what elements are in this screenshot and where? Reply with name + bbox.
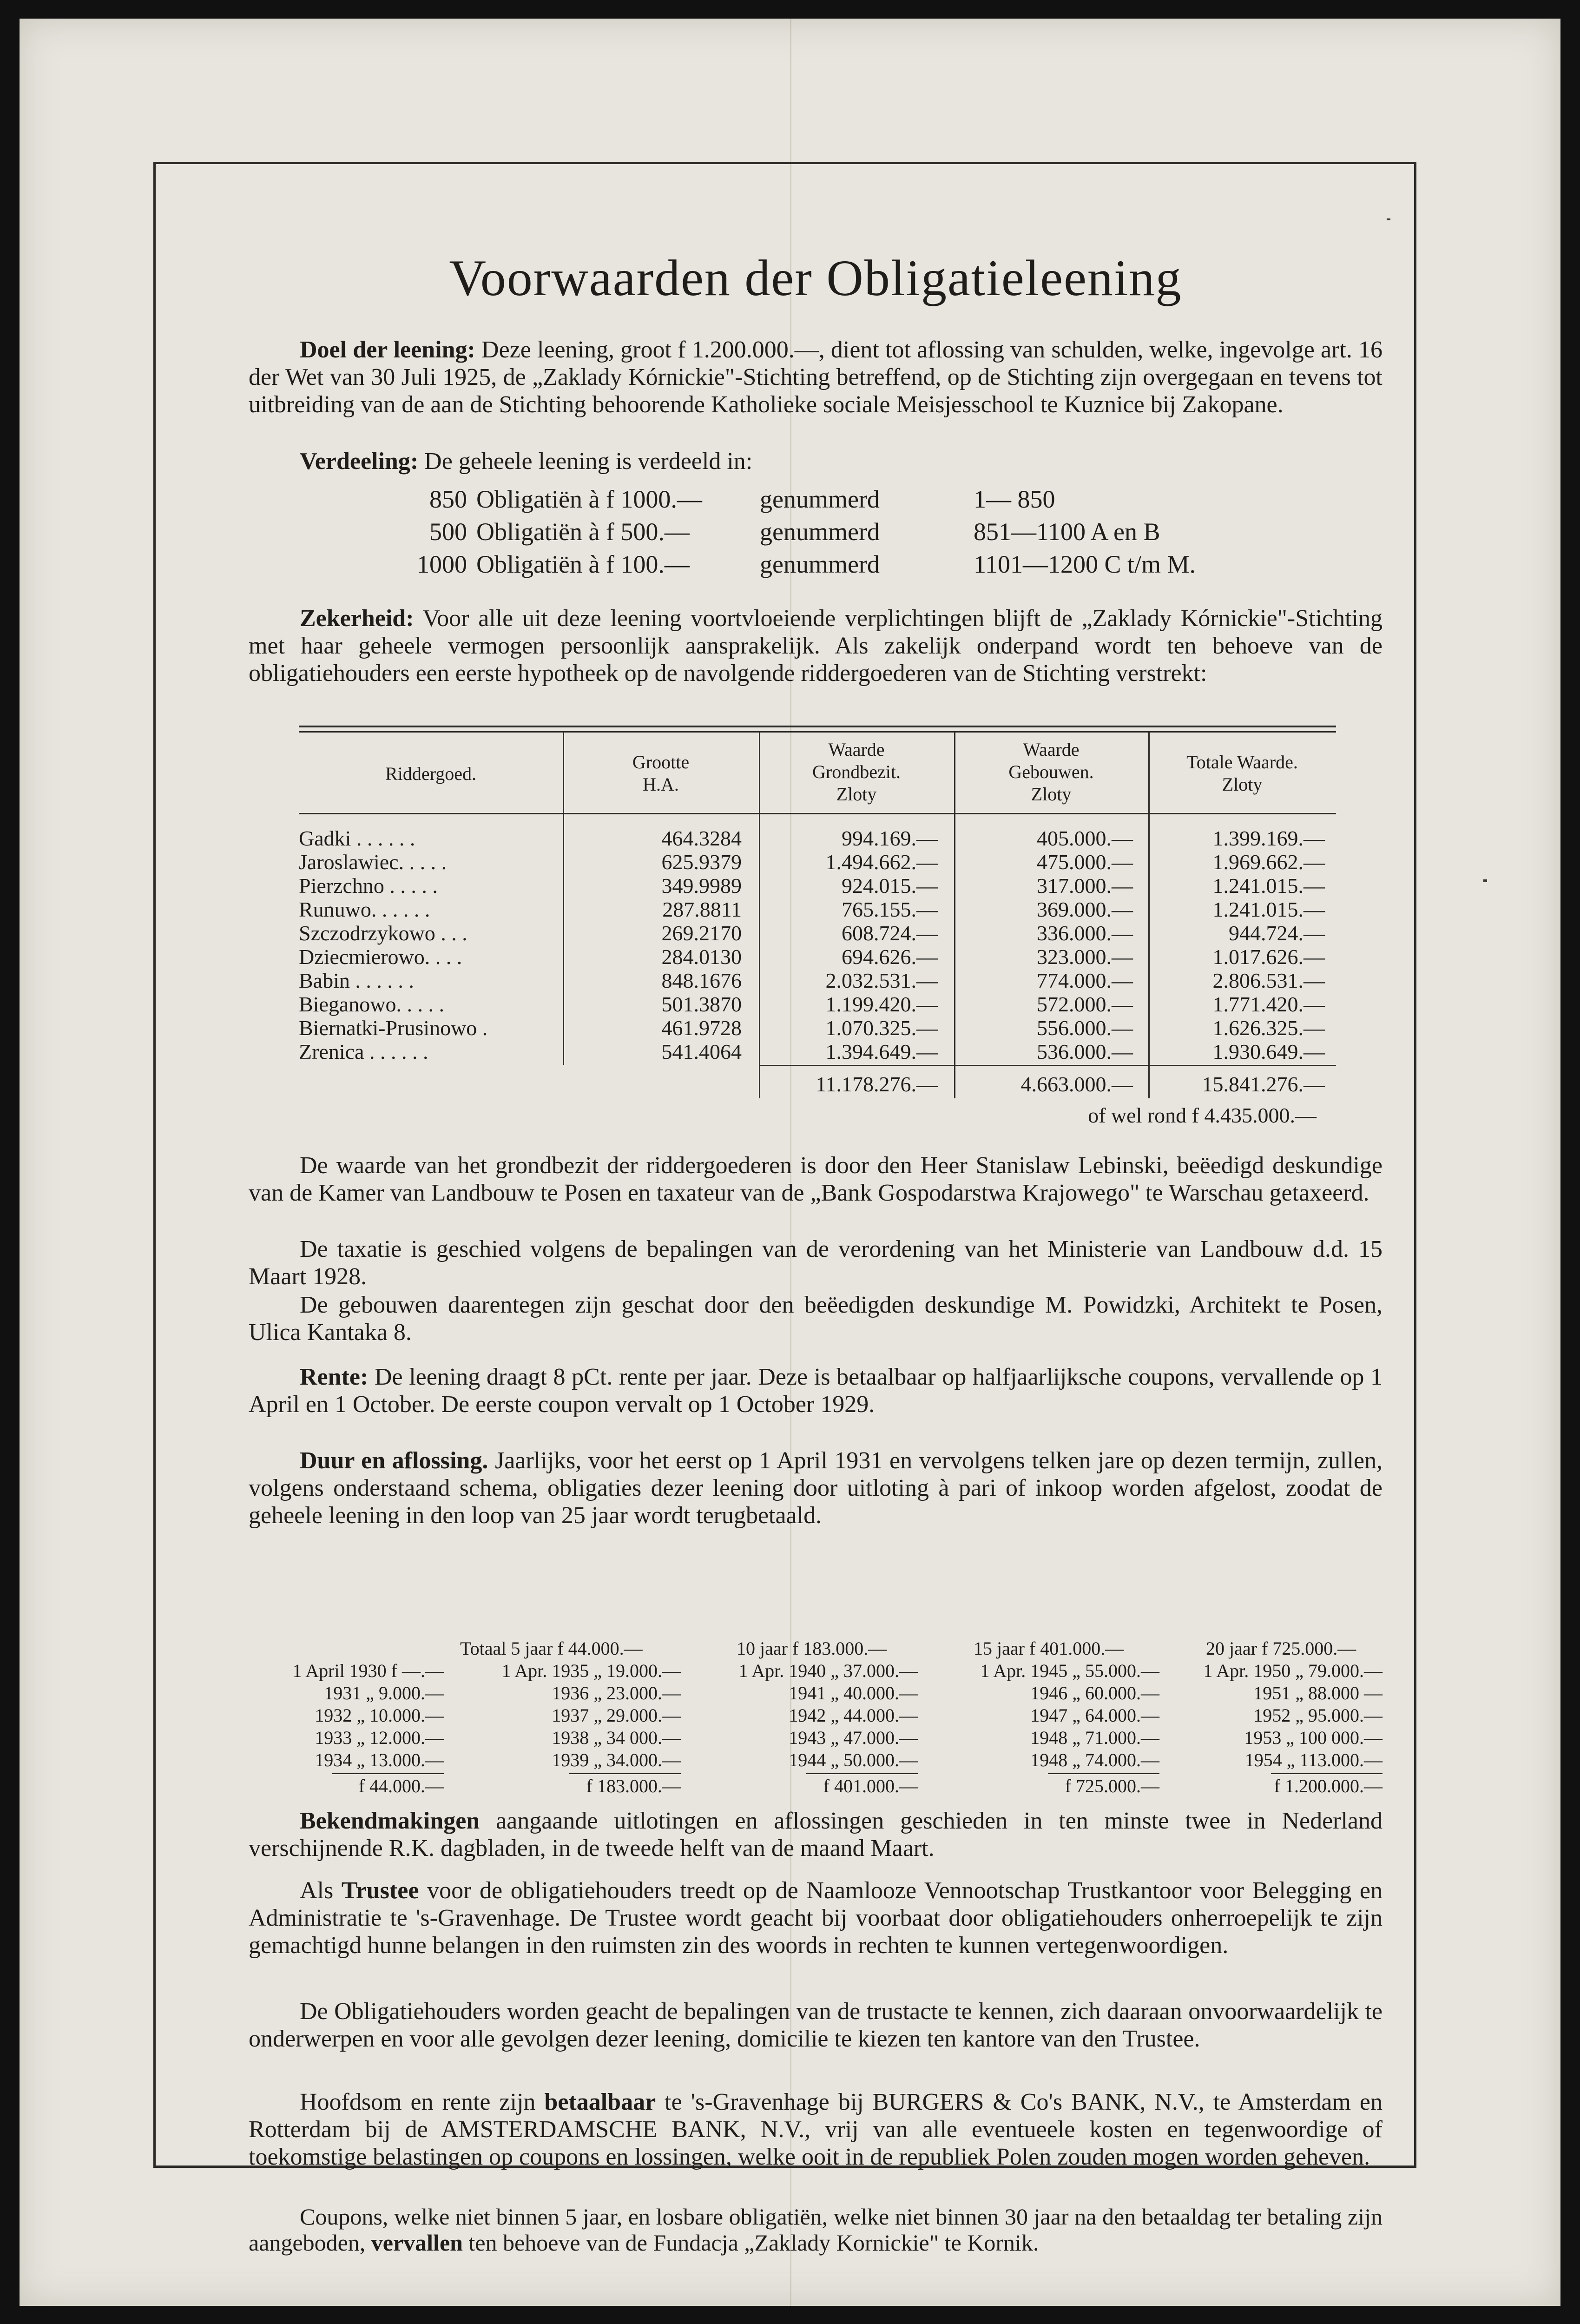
table-cell-build: 556.000.—: [1037, 1016, 1133, 1040]
table-cell-name: Pierzchno . . . . .: [299, 874, 438, 898]
table-cell-build: 536.000.—: [1037, 1040, 1133, 1063]
table-cell-ground: 1.070.325.—: [825, 1016, 938, 1040]
table-cell-ground: 2.032.531.—: [825, 969, 938, 992]
schedule-total: f 725.000.—: [1065, 1776, 1159, 1796]
header-riddergoed: Riddergoed.: [385, 763, 476, 784]
obligatiehouders-paragraph: De Obligatiehouders worden geacht de bepalingen van de trustacte te kennen, zich daaraan onvoorwaardelijk te onderwerpen en voor alle gevolgen dezer leening, domicilie te kiezen ten kantore van den Trustee.: [249, 1998, 1382, 2052]
table-cell-name: Babin . . . . . .: [299, 969, 414, 992]
table-cell-build: 317.000.—: [1037, 874, 1133, 898]
table-cell-build: 405.000.—: [1037, 826, 1133, 850]
rente-label: Rente:: [300, 1364, 369, 1390]
verdeeling-text: De geheele leening is verdeeld in:: [424, 448, 753, 475]
schedule-line: 1933 „ 12.000.—: [315, 1727, 444, 1748]
schedule-header: Totaal 5 jaar f 44.000.—: [460, 1638, 643, 1659]
table-cell-ground: 608.724.—: [842, 921, 938, 945]
schedule-header: 20 jaar f 725.000.—: [1206, 1638, 1356, 1659]
table-cell-total: 1.969.662.—: [1212, 850, 1325, 874]
schedule-line: 1938 „ 34 000.—: [552, 1727, 681, 1748]
schedule-header: 10 jaar f 183.000.—: [737, 1638, 887, 1659]
table-cell-build: 323.000.—: [1037, 945, 1133, 969]
table-cell-name: Szczodrzykowo . . .: [299, 921, 467, 945]
schedule-line: 1953 „ 100 000.—: [1244, 1727, 1382, 1748]
table-cell-name: Jaroslawiec. . . . .: [299, 850, 447, 874]
table-cell-build: 336.000.—: [1037, 921, 1133, 945]
table-top-rule: [299, 731, 1336, 733]
schedule-total: f 44.000.—: [358, 1776, 444, 1796]
verdeeling-label: Verdeeling:: [300, 448, 419, 475]
table-cell-total: 1.930.649.—: [1212, 1040, 1325, 1063]
table-cell-size: 349.9989: [661, 874, 742, 898]
schedule-line: 1931 „ 9.000.—: [324, 1683, 444, 1703]
header-grondbezit: Waarde Grondbezit. Zloty: [812, 739, 901, 805]
waarde-paragraph-2: De taxatie is geschied volgens de bepalingen van de verordening van het Ministerie van Landbouw d.d. 15 Maart 1928.: [249, 1236, 1382, 1290]
schedule-total: f 401.000.—: [823, 1776, 918, 1796]
waarde-paragraph-3: De gebouwen daarentegen zijn geschat door den beëedigden deskundige M. Powidzki, Architekt te Posen, Ulica Kantaka 8.: [249, 1292, 1382, 1346]
table-cell-total: 2.806.531.—: [1212, 969, 1325, 992]
bekend-text: aangaande uitlotingen en aflossingen geschieden in ten minste twee in Nederland verschijnende R.K. dagbladen, in de tweede helft van de maand Maart.: [249, 1808, 1382, 1862]
document-frame: Voorwaarden der Obligatieleening Doel der leening: Deze leening, groot f 1.200.000.—, dient tot aflossing van schulden, welke, ingevolge art. 16 der Wet van 30 Juli 1925, de „Zaklady Kórnickie"-Stichting betreffend, op de Stichting zijn overgegaan en tevens tot uitbreiding van de aan de Stichting behoorende Katholieke sociale Meisjesschool te Kuznice bij Zakopane. Verdeeling: De geheele leening is verdeeld in: 850 Obligatiën à f 1000.— genummerd 1— 850 500 Obligatiën à f 500.— genummerd 851—1100 A en B 1000 Obligatiën à f 100.— genummerd 1101—1200 C t/m M. Zekerheid: Voor alle uit deze leening voortvloeiende verplichtingen blijft de „Zaklady Kórnickie"-Stichting met haar geheele vermogen persoonlijk aansprakelijk. Als zakelijk onderpand wordt ten behoeve van de obligatiehouders een eerste hypotheek op de navolgende riddergoederen van de Stichting verstrekt: Riddergoed. Grootte H.A. Waarde Grondbezit. Zloty Waarde Gebouwen. Zloty Totale Waarde. Zloty Gadki . . . . . . 464.3284 994.169.— 405.000.— 1.399.169.— Jaroslawiec. . . . . 625.9379 1.494.662.— 475.000.— 1.969.662.— Pierzchno . . . . . 349.9989 924.015.— 317.000.— 1.241.015.— Runuwo. . . . . . 287.8811 765.155.— 369.000.— 1.241.015.— Szczodrzykowo . . . 269.2170 608.724.— 336.000.— 944.724.— Dziecmierowo. . . . 284.0130 694.626.— 323.000.— 1.017.626.— Babin . . . . . . 848.1676 2.032.531.— 774.000.— 2.806.531.— Bieganowo. . . . . 501.3870 1.199.420.— 572.000.— 1.771.420.— Biernatki-Prusinowo . 461.9728 1.070.325.— 556.000.— 1.626.325.— Zrenica . . . . . . 541.4064 1.394.649.— 536.000.— 1.930.649.— 11.178.276.— 4.663.000.— 15.841.276.— of wel rond f 4.435.000.— De waarde van het grondbezit der riddergoederen is door den Heer Stanislaw Lebinski, beëedigd deskundige van de Kamer van Landbouw te Posen en taxateur van de „Bank Gospodarstwa Krajowego" te Warschau getaxeerd. De taxatie is geschied volgens de bepalingen van de verordening van het Ministerie van Landbouw d.d. 15 Maart 1928. De gebouwen daarentegen zijn geschat door den beëedigden deskundige M. Powidzki, Architekt te Posen, Ulica Kantaka 8. Rente: De leening draagt 8 pCt. rente per jaar. Deze is betaalbaar op halfjaarlijksche coupons, vervallende op 1 April en 1 October. De eerste coupon vervalt op 1 October 1929. Duur en aflossing. Jaarlijks, voor het eerst op 1 April 1931 en vervolgens telken jare op dezen termijn, zullen, volgens onderstaand schema, obligaties dezer leening door uitloting à pari of inkoop worden afgelost, zoodat de geheele leening in den loop van 25 jaar wordt terugbetaald. Totaal 5 jaar f 44.000.— 10 jaar f 183.000.— 15 jaar f 401.000.— 20 jaar f 725.000.— 1 April 1930 f —.— 1931 „ 9.000.— 1932 „ 10.000.— 1933 „ 12.000.— 1934 „ 13.000.— f 44.000.— 1 Apr. 1935 „ 19.000.— 1936 „ 23.000.— 1937 „ 29.000.— 1938 „ 34 000.— 1939 „ 34.000.— f 183.000.— 1 Apr. 1940 „ 37.000.— 1941 „ 40.000.— 1942 „ 44.000.— 1943 „ 47.000.— 1944 „ 50.000.— f 401.000.— 1 Apr. 1945 „ 55.000.— 1946 „ 60.000.— 1947 „ 64.000.— 1948 „ 71.000.— 1948 „ 74.000.— f 725.000.— 1 Apr. 1950 „ 79.000.— 1951 „ 88.000 — 1952 „ 95.000.— 1953 „ 100 000.— 1954 „ 113.000.— f 1.200.000.— Bekendmakingen aangaande uitlotingen en aflossingen geschieden in ten minste twee in Nederland verschijnende R.K. dagbladen, in de tweede helft van de maand Maart. Als Trustee voor de obligatiehouders treedt op de Naamlooze Vennootschap Trustkantoor voor Belegging en Administratie te 's-Gravenhage. De Trustee wordt geacht bij voorbaat door obligatiehouders onherroepelijk te zijn gemachtigd hunne belangen in den ruimsten zin des woords in rechten te kunnen vertegenwoordigen. De Obligatiehouders worden geacht de bepalingen van de trustacte te kennen, zich daaraan onvoorwaardelijk te onderwerpen en voor alle gevolgen dezer leening, domicilie te kiezen ten kantore van den Trustee. Hoofdsom en rente zijn betaalbaar te 's-Gravenhage bij BURGERS & Co's BANK, N.V., te Amsterdam en Rotterdam bij de AMSTERDAMSCHE BANK, N.V., vrij van alle eventueele kosten en tegenwoordige of toekomstige belastingen op coupons en lossingen, welke ooit in de republiek Polen zouden mogen worden geheven. Coupons, welke niet binnen 5 jaar, en losbare obligatiën, welke niet binnen 30 jaar na den betaaldag ter betaling zijn aangeboden, vervallen ten behoeve van de Fundacja „Zaklady Kornickie" te Kornik.: [153, 162, 1416, 2168]
coupons-paragraph: Coupons, welke niet binnen 5 jaar, en losbare obligatiën, welke niet binnen 30 jaar na den betaaldag ter betaling zijn aangeboden, vervallen ten behoeve van de Fundacja „Zaklady Kornickie" te Kornik.: [249, 2204, 1382, 2256]
trustee-paragraph: Als Trustee voor de obligatiehouders treedt op de Naamlooze Vennootschap Trustkantoor voor Belegging en Administratie te 's-Gravenhage. De Trustee wordt geacht bij voorbaat door obligatiehouders onherroepelijk te zijn gemachtigd hunne belangen in den ruimsten zin des woords in rechten te kunnen vertegenwoordigen.: [249, 1877, 1383, 1959]
table-cell-size: 848.1676: [661, 969, 742, 992]
table-cell-name: Biernatki-Prusinowo .: [299, 1016, 488, 1040]
header-grootte: Grootte H.A.: [632, 752, 690, 795]
table-cell-size: 625.9379: [661, 850, 742, 874]
table-cell-ground: 924.015.—: [842, 874, 938, 898]
table-cell-name: Runuwo. . . . . .: [299, 898, 430, 921]
table-cell-size: 464.3284: [661, 826, 742, 850]
paper-speck: [1483, 879, 1487, 882]
table-cell-ground: 1.494.662.—: [825, 850, 938, 874]
table-cell-name: Bieganowo. . . . .: [299, 992, 445, 1016]
schedule-underline: [569, 1773, 681, 1774]
schedule-header: 15 jaar f 401.000.—: [974, 1638, 1124, 1659]
bekend-paragraph: [249, 1807, 1382, 1862]
schedule-line: 1 Apr. 1935 „ 19.000.—: [501, 1660, 681, 1681]
duur-label: Duur en aflossing.: [300, 1447, 488, 1474]
table-cell-size: 269.2170: [661, 921, 742, 945]
table-cell-total: 1.771.420.—: [1212, 992, 1325, 1016]
table-cell-ground: 994.169.—: [842, 826, 938, 850]
schedule-line: 1 Apr. 1940 „ 37.000.—: [738, 1660, 918, 1681]
table-cell-size: 287.8811: [662, 898, 742, 921]
schedule-line: 1934 „ 13.000.—: [315, 1750, 444, 1770]
table-cell-name: Gadki . . . . . .: [299, 826, 415, 850]
schedule-line: 1 April 1930 f —.—: [292, 1660, 444, 1681]
total-rond: of wel rond f 4.435.000.—: [1088, 1103, 1317, 1127]
table-cell-build: 774.000.—: [1037, 969, 1133, 992]
table-cell-build: 369.000.—: [1037, 898, 1133, 921]
schedule-line: 1941 „ 40.000.—: [789, 1683, 918, 1703]
table-top-rule: [299, 726, 1336, 727]
schedule-underline: [332, 1773, 444, 1774]
betaalbaar-label: betaalbaar: [544, 2089, 656, 2115]
schedule-underline: [1271, 1773, 1382, 1774]
schedule-total: f 1.200.000.—: [1274, 1776, 1382, 1796]
duur-paragraph: [249, 1447, 1382, 1529]
trustee-text: voor de obligatiehouders treedt op de Naamlooze Vennootschap Trustkantoor voor Belegging en Administratie te 's-Gravenhage. De Trustee wordt geacht bij voorbaat door obligatiehouders onherroepelijk te zijn gemachtigd hunne belangen in den ruimsten zin des woords in rechten te kunnen vertegenwoordigen.: [249, 1877, 1383, 1959]
coupons-label: vervallen: [371, 2230, 463, 2256]
table-cell-total: 1.017.626.—: [1212, 945, 1325, 969]
schedule-line: 1 Apr. 1945 „ 55.000.—: [980, 1660, 1159, 1681]
rente-text: De leening draagt 8 pCt. rente per jaar. Deze is betaalbaar op halfjaarlijksche coupons, vervallende op 1 April en 1 October. De eerste coupon vervalt op 1 October 1929.: [249, 1364, 1383, 1418]
trustee-label: Trustee: [341, 1877, 419, 1904]
table-total-rule: [759, 1065, 1336, 1066]
bekend-label: Bekendmakingen: [300, 1808, 480, 1834]
total-grondbezit: 11.178.276.—: [816, 1072, 938, 1096]
verdeeling-paragraph: [249, 448, 1382, 475]
table-cell-build: 572.000.—: [1037, 992, 1133, 1016]
schedule-line: 1946 „ 60.000.—: [1030, 1683, 1159, 1703]
page-title: Voorwaarden der Obligatieleening: [449, 250, 1182, 306]
table-cell-total: 1.626.325.—: [1212, 1016, 1325, 1040]
schedule-line: 1952 „ 95.000.—: [1253, 1705, 1382, 1726]
schedule-line: 1936 „ 23.000.—: [552, 1683, 681, 1703]
schedule-line: 1948 „ 74.000.—: [1030, 1750, 1159, 1770]
table-header-rule: [299, 813, 1336, 814]
schedule-line: 1932 „ 10.000.—: [315, 1705, 444, 1726]
schedule-line: 1 Apr. 1950 „ 79.000.—: [1203, 1660, 1382, 1681]
table-cell-size: 501.3870: [661, 992, 742, 1016]
zekerheid-label: Zekerheid:: [300, 605, 414, 632]
schedule-underline: [806, 1773, 918, 1774]
betaalbaar-text: te 's-Gravenhage bij BURGERS & Co's BANK, N.V., te Amsterdam en Rotterdam bij de AMSTERDAMSCHE BANK, N.V., vrij van alle eventueele kosten en tegenwoordige of toekomstige belastingen op coupons en lossingen, welke ooit in de republiek Polen zouden mogen worden geheven.: [249, 2089, 1383, 2170]
table-cell-ground: 694.626.—: [842, 945, 938, 969]
rente-paragraph: [249, 1363, 1382, 1418]
table-cell-ground: 1.199.420.—: [825, 992, 938, 1016]
schedule-line: 1944 „ 50.000.—: [789, 1750, 918, 1770]
table-cell-name: Zrenica . . . . . .: [299, 1040, 428, 1063]
total-gebouwen: 4.663.000.—: [1020, 1072, 1133, 1096]
table-cell-ground: 1.394.649.—: [825, 1040, 938, 1063]
table-cell-size: 461.9728: [661, 1016, 742, 1040]
zekerheid-text: Voor alle uit deze leening voortvloeiende verplichtingen blijft de „Zaklady Kórnickie"-Stichting met haar geheele vermogen persoonlijk aansprakelijk. Als zakelijk onderpand wordt ten behoeve van de obligatiehouders een eerste hypotheek op de navolgende riddergoederen van de Stichting verstrekt:: [249, 605, 1383, 687]
schedule-line: 1948 „ 71.000.—: [1030, 1727, 1159, 1748]
table-cell-name: Dziecmierowo. . . .: [299, 945, 462, 969]
schedule-line: 1937 „ 29.000.—: [552, 1705, 681, 1726]
total-waarde: 15.841.276.—: [1202, 1072, 1325, 1096]
schedule-line: 1942 „ 44.000.—: [789, 1705, 918, 1726]
duur-text: Jaarlijks, voor het eerst op 1 April 1931 en vervolgens telken jare op dezen termijn, zullen, volgens onderstaand schema, obligaties dezer leening door uitloting à pari of inkoop worden afgelost, zoodat de geheele leening in den loop van 25 jaar wordt terugbetaald.: [249, 1447, 1382, 1529]
table-cell-build: 475.000.—: [1037, 850, 1133, 874]
schedule-line: 1951 „ 88.000 —: [1253, 1683, 1382, 1703]
schedule-line: 1947 „ 64.000.—: [1030, 1705, 1159, 1726]
header-gebouwen: Waarde Gebouwen. Zloty: [1008, 739, 1094, 805]
document-sheet: [20, 19, 1560, 2306]
table-cell-size: 284.0130: [661, 945, 742, 969]
schedule-total: f 183.000.—: [586, 1776, 681, 1796]
schedule-line: 1943 „ 47.000.—: [789, 1727, 918, 1748]
header-totaal: Totale Waarde. Zloty: [1186, 752, 1298, 795]
table-cell-ground: 765.155.—: [842, 898, 938, 921]
doel-text: Deze leening, groot f 1.200.000.—, dient tot aflossing van schulden, welke, ingevolge art. 16 der Wet van 30 Juli 1925, de „Zaklady Kórnickie"-Stichting betreffend, op de Stichting zijn overgegaan en tevens tot uitbreiding van de aan de Stichting behoorende Katholieke sociale Meisjesschool te Kuznice bij Zakopane.: [249, 337, 1383, 418]
schedule-underline: [1048, 1773, 1159, 1774]
waarde-paragraph-1: De waarde van het grondbezit der riddergoederen is door den Heer Stanislaw Lebinski, beëedigd deskundige van de Kamer van Landbouw te Posen en taxateur van de „Bank Gospodarstwa Krajowego" te Warschau getaxeerd.: [249, 1152, 1382, 1206]
betaalbaar-paragraph: Hoofdsom en rente zijn betaalbaar te 's-Gravenhage bij BURGERS & Co's BANK, N.V., te Amsterdam en Rotterdam bij de AMSTERDAMSCHE BANK, N.V., vrij van alle eventueele kosten en tegenwoordige of toekomstige belastingen op coupons en lossingen, welke ooit in de republiek Polen zouden mogen worden geheven.: [249, 2089, 1383, 2170]
table-cell-size: 541.4064: [661, 1040, 742, 1063]
table-cell-total: 1.241.015.—: [1212, 898, 1325, 921]
doel-paragraph: [249, 336, 1382, 418]
table-cell-total: 1.399.169.—: [1212, 826, 1325, 850]
table-cell-total: 944.724.—: [1229, 921, 1325, 945]
schedule-line: 1939 „ 34.000.—: [552, 1750, 681, 1770]
doel-label: Doel der leening:: [300, 337, 475, 363]
schedule-line: 1954 „ 113.000.—: [1244, 1750, 1382, 1770]
zekerheid-paragraph: [249, 605, 1382, 687]
table-cell-total: 1.241.015.—: [1212, 874, 1325, 898]
